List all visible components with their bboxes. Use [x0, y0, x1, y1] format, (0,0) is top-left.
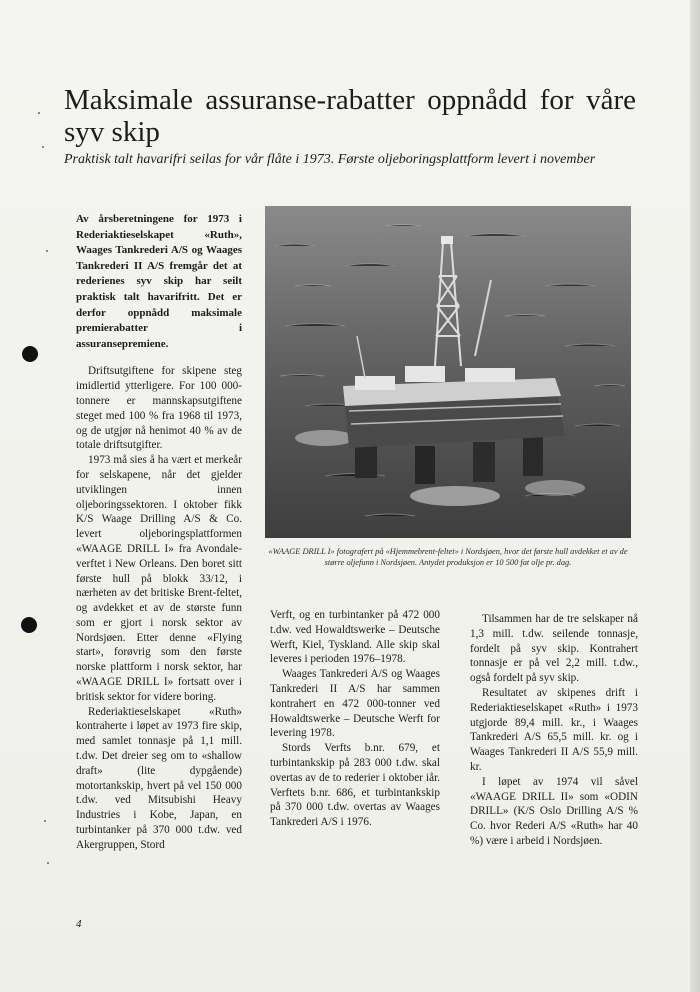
paragraph: Rederiaktieselskapet «Ruth» kontraherte i løpet av 1973 fire skip, med samlet tonnasje på 1,1 mill. t.dw. Det dreier seg om to «shallow draft» (lite dypgående) motortankskip, hvert på vel 150 000 t.dw. ved Mitsubishi Heavy Industries i Kobe, Japan, en turbintanker på 370 000 t.dw. ved Akergruppen, Stord [76, 705, 242, 851]
speck [46, 250, 48, 252]
text-column-2 [270, 608, 440, 830]
speck [47, 862, 49, 864]
paragraph: Resultatet av skipenes drift i Rederiaktieselskapet «Ruth» i 1973 utgjorde 89,4 mill. kr., i Waages Tankrederi A/S 65,5 mill. kr. og i Waages Tankrederi II A/S 55,9 mill. kr. [470, 686, 638, 773]
article-subtitle: Praktisk talt havarifri seilas for vår flåte i 1973. Første oljeboringsplattform levert i november [64, 152, 596, 167]
paragraph: I løpet av 1974 vil såvel «WAAGE DRILL II» som «ODIN DRILL» (K/S Oslo Drilling A/S % Co. hvor Rederi A/S «Ruth» har 40 %) være i arbeid i Nordsjøen. [470, 775, 638, 847]
speck [42, 146, 44, 148]
text-column-1 [76, 212, 242, 853]
platform-illustration [265, 206, 631, 538]
page-edge [690, 0, 700, 992]
margin-bullet-top [22, 346, 38, 362]
margin-bullet-bottom [21, 617, 37, 633]
paragraph: Verft, og en turbintanker på 472 000 t.dw. ved Howaldtswerke – Deutsche Werft, Kiel, Tyskland. Alle skip skal leveres i perioden 1976–1978. [270, 609, 440, 666]
text-column-3 [470, 612, 638, 849]
lead-paragraph: Av årsberetningene for 1973 i Rederiaktieselskapet «Ruth», Waages Tankrederi A/S og Waages Tankrederi II A/S fremgår det at rederienes syv skip har seilt praktisk talt havarifritt. Det er derfor oppnådd maksimale premierabatter i assuransepremiene. [76, 213, 242, 350]
speck [44, 820, 46, 822]
page-number: 4 [76, 918, 82, 930]
paragraph: Waages Tankrederi A/S og Waages Tankrederi II A/S har sammen kontrahert en 472 000-tonner ved Howaldtswerke – Deutsche Werft for levering 1978. [270, 668, 440, 740]
drilling-platform-photo [265, 206, 631, 538]
paragraph: 1973 må sies å ha vært et merkeår for selskapene, når det gjelder utviklingen innen oljeboringssektoren. I oktober fikk K/S Waage Drilling A/S & Co. levert oljeboringsplattformen «WAAGE DRILL I» fra Avondale-verftet i New Orleans. Den boret sitt første hull på blokk 33/12, i nærheten av det britiske Brent-feltet, og avdekket et av de største funn som er gjort i norsk sektor av Nordsjøen. Etter denne «Flying start», forøvrig som den første norske plattform i norsk sektor, har «WAAGE DRILL I» fortsatt over i britisk sektor for videre boring. [76, 454, 242, 703]
speck [38, 112, 40, 114]
paragraph: Tilsammen har de tre selskaper nå 1,3 mill. t.dw. seilende tonnasje, fordelt på syv skip. Kontrahert tonnasje er på vel 2,2 mill. t.dw., også fordelt på syv skip. [470, 613, 638, 685]
photo-caption: «WAAGE DRILL I» fotografert på «Hjemmebrent-feltet» i Nordsjøen, hvor det første hull avdekket et av de større oljefunn i Nordsjøen. Antydet produksjon er 10 500 fat olje pr. dag. [268, 547, 628, 567]
article-title: Maksimale assuranse-rabatter oppnådd for våre syv skip [64, 84, 636, 148]
paragraph: Driftsutgiftene for skipene steg imidlertid ytterligere. For 100 000-tonnere er mannskapsutgiftene steget med 100 % fra 1968 til 1973, og de utgjør nå henimot 40 % av de totale driftsutgifter. [76, 365, 242, 452]
paragraph: Stords Verfts b.nr. 679, et turbintankskip på 283 000 t.dw. skal overtas av de to rederier i oktober iår. Verftets b.nr. 686, et turbintankskip på 370 000 t.dw. overtas av Waages Tankrederi A/S i 1976. [270, 742, 440, 829]
